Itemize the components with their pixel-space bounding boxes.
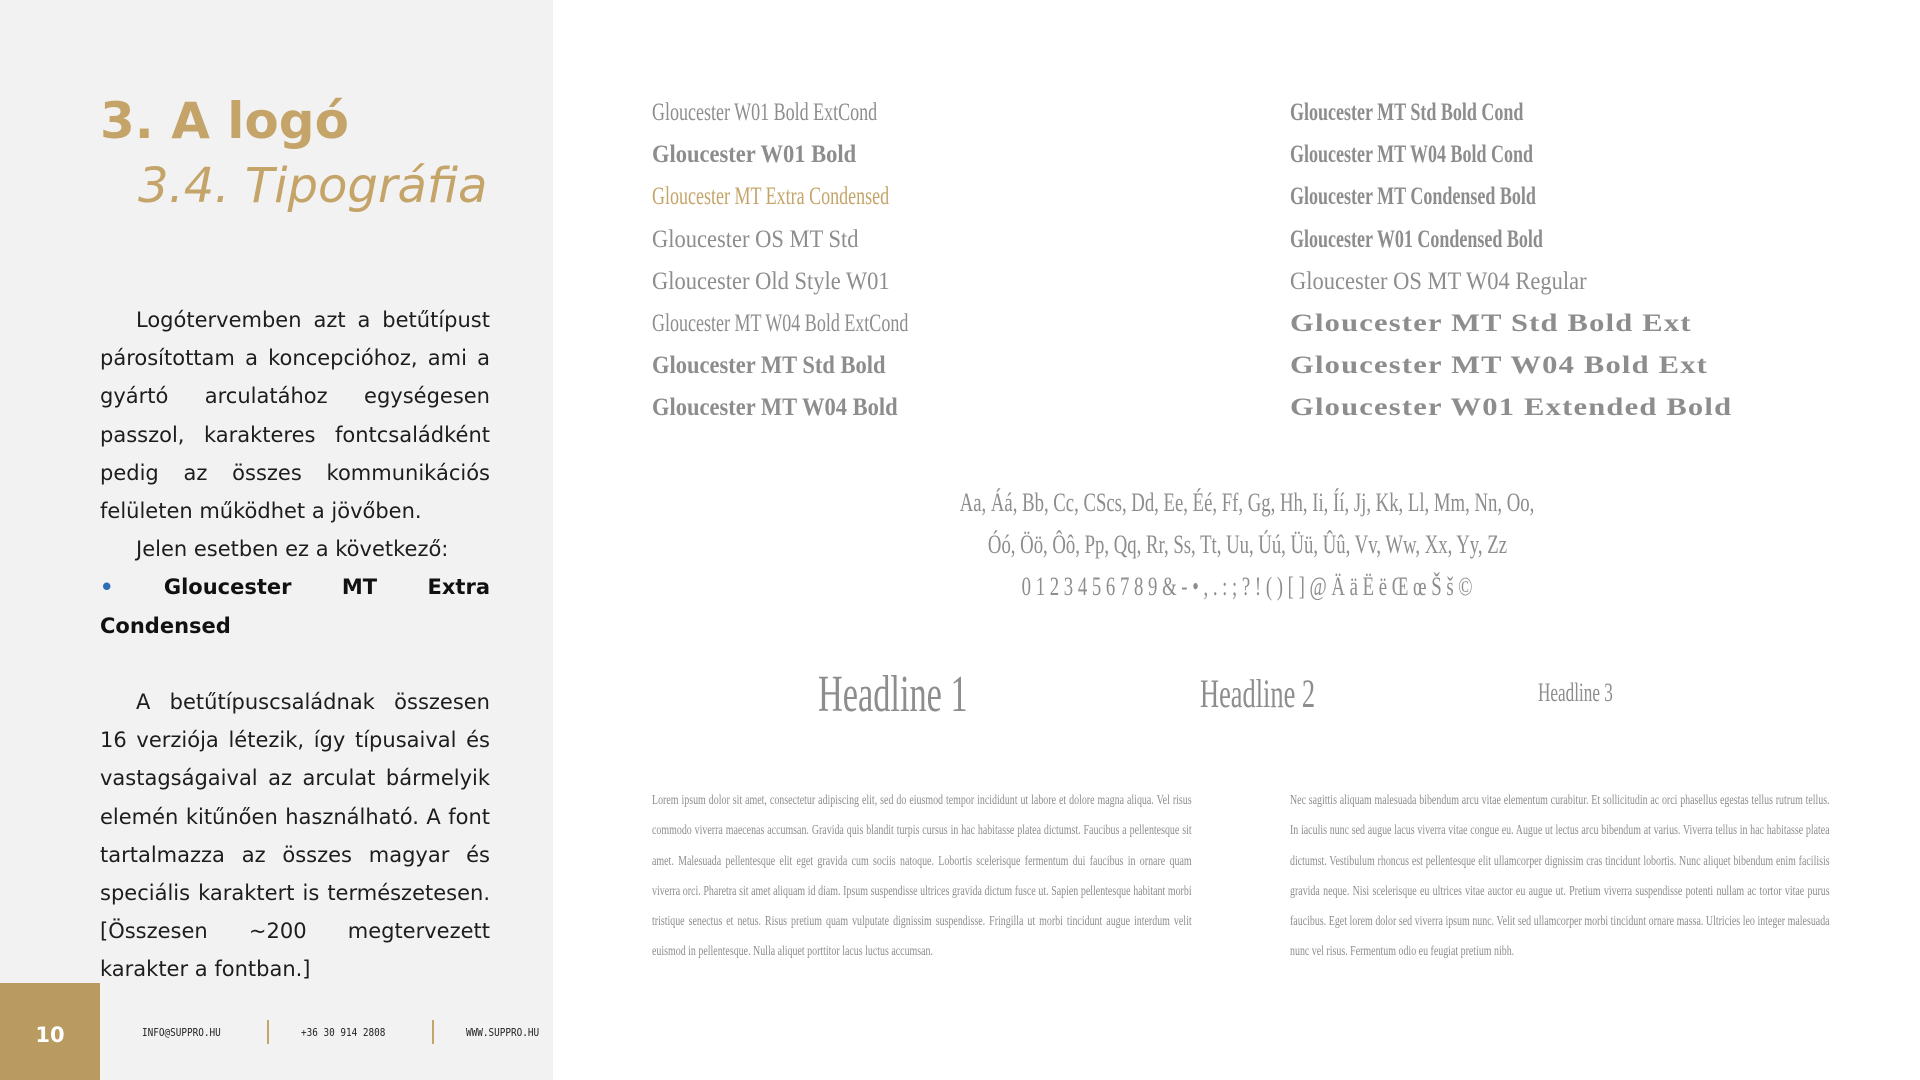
body-text-sample-left (652, 786, 1192, 968)
font-sample: Gloucester MT W04 Bold (652, 394, 898, 422)
page-number-box (0, 983, 100, 1080)
bullet-icon: • (100, 575, 114, 600)
font-sample-highlighted: Gloucester MT Extra Condensed (652, 183, 890, 211)
charset-line: Aa, Áá, Bb, Cc, CScs, Dd, Ee, Éé, Ff, Gg, Hh, Ii, Íí, Jj, Kk, Ll, Mm, Nn, Oo, (959, 488, 1535, 517)
font-sample: Gloucester W01 Condensed Bold (1290, 225, 1543, 253)
font-sample: Gloucester MT Std Bold Cond (1290, 99, 1524, 126)
page-number: 10 (35, 1023, 65, 1047)
description-text (100, 301, 490, 989)
font-sample: Gloucester W01 Bold (652, 141, 857, 169)
headline-2-sample: Headline 2 (1200, 671, 1316, 716)
headline-3-sample: Headline 3 (1538, 678, 1613, 707)
section-subtitle: 3.4. Tipográfia (138, 158, 488, 214)
footer-divider (432, 1020, 434, 1044)
spacer (100, 645, 490, 683)
description-paragraph-1: Logótervemben azt a betűtípust párosítottam a koncepcióhoz, ami a gyártó arculatához egységesen passzol, karakteres fontcsaládként pedig az összes kommunikációs felületen működhet a jövőben. (100, 308, 490, 524)
charset-line: Óó, Öö, Ôô, Pp, Qq, Rr, Ss, Tt, Uu, Úú, Üü, Ûû, Vv, Ww, Xx, Yy, Zz (987, 530, 1507, 559)
footer-website[interactable]: WWW.SUPPRO.HU (466, 1025, 540, 1039)
font-sample: Gloucester OS MT W04 Regular (1290, 267, 1587, 295)
body-text-sample-right (1290, 786, 1830, 968)
footer-email[interactable]: INFO@SUPPRO.HU (142, 1025, 221, 1039)
font-list-right (1290, 92, 1733, 430)
description-paragraph-3: A betűtípuscsaládnak összesen 16 verziója létezik, így típusaival és vastagságaival az arculat bármelyik elemén kitűnően használható. A font tartalmazza az összes magyar és speciális karaktert is természetesen. [Összesen ~200 megtervezett karakter a fontban.] (100, 690, 490, 982)
footer-phone[interactable]: +36 30 914 2808 (300, 1025, 386, 1039)
font-sample: Gloucester MT Std Bold Ext (1290, 309, 1692, 337)
lorem-text: Nec sagittis aliquam malesuada bibendum arcu vitae elementum curabitur. Et sollicitudin ac orci phasellus egestas tellus rutrum tellus. In iaculis nunc sed augue lacus viverra vitae congue eu. Augue ut lectus arcu bibendum at varius. Viverra tellus in hac habitasse platea dictumst. Vestibulum rhoncus est pellentesque elit ullamcorper dignissim cras tincidunt lobortis. Nunc aliquet bibendum enim facilisis gravida neque. Nisi scelerisque eu ultrices vitae auctor eu augue ut. Pretium viverra suspendisse potenti nullam ac tortor vitae purus faucibus. Eget lorem dolor sed viverra ipsum nunc. Velit sed ullamcorper morbi tincidunt ornare massa. Ultricies leo integer malesuada nunc vel risus. Fermentum odio eu feugiat pretium nibh. (1290, 793, 1830, 960)
font-list-left (652, 92, 1008, 430)
section-title: 3. A logó (100, 92, 349, 150)
font-sample: Gloucester MT Condensed Bold (1290, 183, 1536, 211)
charset-line: 0 1 2 3 4 5 6 7 8 9 & - • , . : ; ? ! ( ) [ ] @ Ä ä Ë ë Œ œ Š š © (1021, 572, 1473, 601)
sidebar-panel (0, 0, 553, 1080)
font-sample: Gloucester W01 Bold ExtCond (652, 99, 878, 126)
font-sample: Gloucester OS MT Std (652, 225, 859, 253)
selected-font-name: Gloucester MT Extra Condensed (100, 575, 490, 638)
font-sample: Gloucester MT W04 Bold ExtCond (652, 309, 909, 337)
character-set (652, 482, 1842, 608)
font-sample: Gloucester Old Style W01 (652, 267, 890, 295)
headline-1-sample: Headline 1 (818, 666, 968, 723)
description-paragraph-2: Jelen esetben ez a következő: (136, 537, 449, 562)
font-sample: Gloucester MT Std Bold (652, 352, 886, 380)
lorem-text: Lorem ipsum dolor sit amet, consectetur adipiscing elit, sed do eiusmod tempor incididunt ut labore et dolore magna aliqua. Vel risus commodo viverra maecenas accumsan. Gravida quis blandit turpis cursus in hac habitasse platea dictumst. Faucibus a pellentesque sit amet. Malesuada pellentesque elit eget gravida cum sociis natoque. Lobortis scelerisque fermentum dui faucibus in ornare quam viverra orci. Pharetra sit amet aliquam id diam. Ipsum suspendisse ultrices gravida dictum fusce ut. Sapien pellentesque habitant morbi tristique senectus et netus. Risus pretium quam vulputate dignissim suspendisse. Fringilla ut morbi tincidunt augue interdum velit euismod in pellentesque. Nulla aliquet porttitor lacus luctus accumsan. (652, 793, 1192, 960)
selected-font-bullet (100, 568, 490, 644)
font-sample: Gloucester MT W04 Bold Ext (1290, 352, 1709, 380)
font-sample: Gloucester MT W04 Bold Cond (1290, 141, 1534, 169)
footer-divider (267, 1020, 269, 1044)
footer-contacts (142, 1018, 552, 1046)
font-sample: Gloucester W01 Extended Bold (1290, 394, 1733, 422)
